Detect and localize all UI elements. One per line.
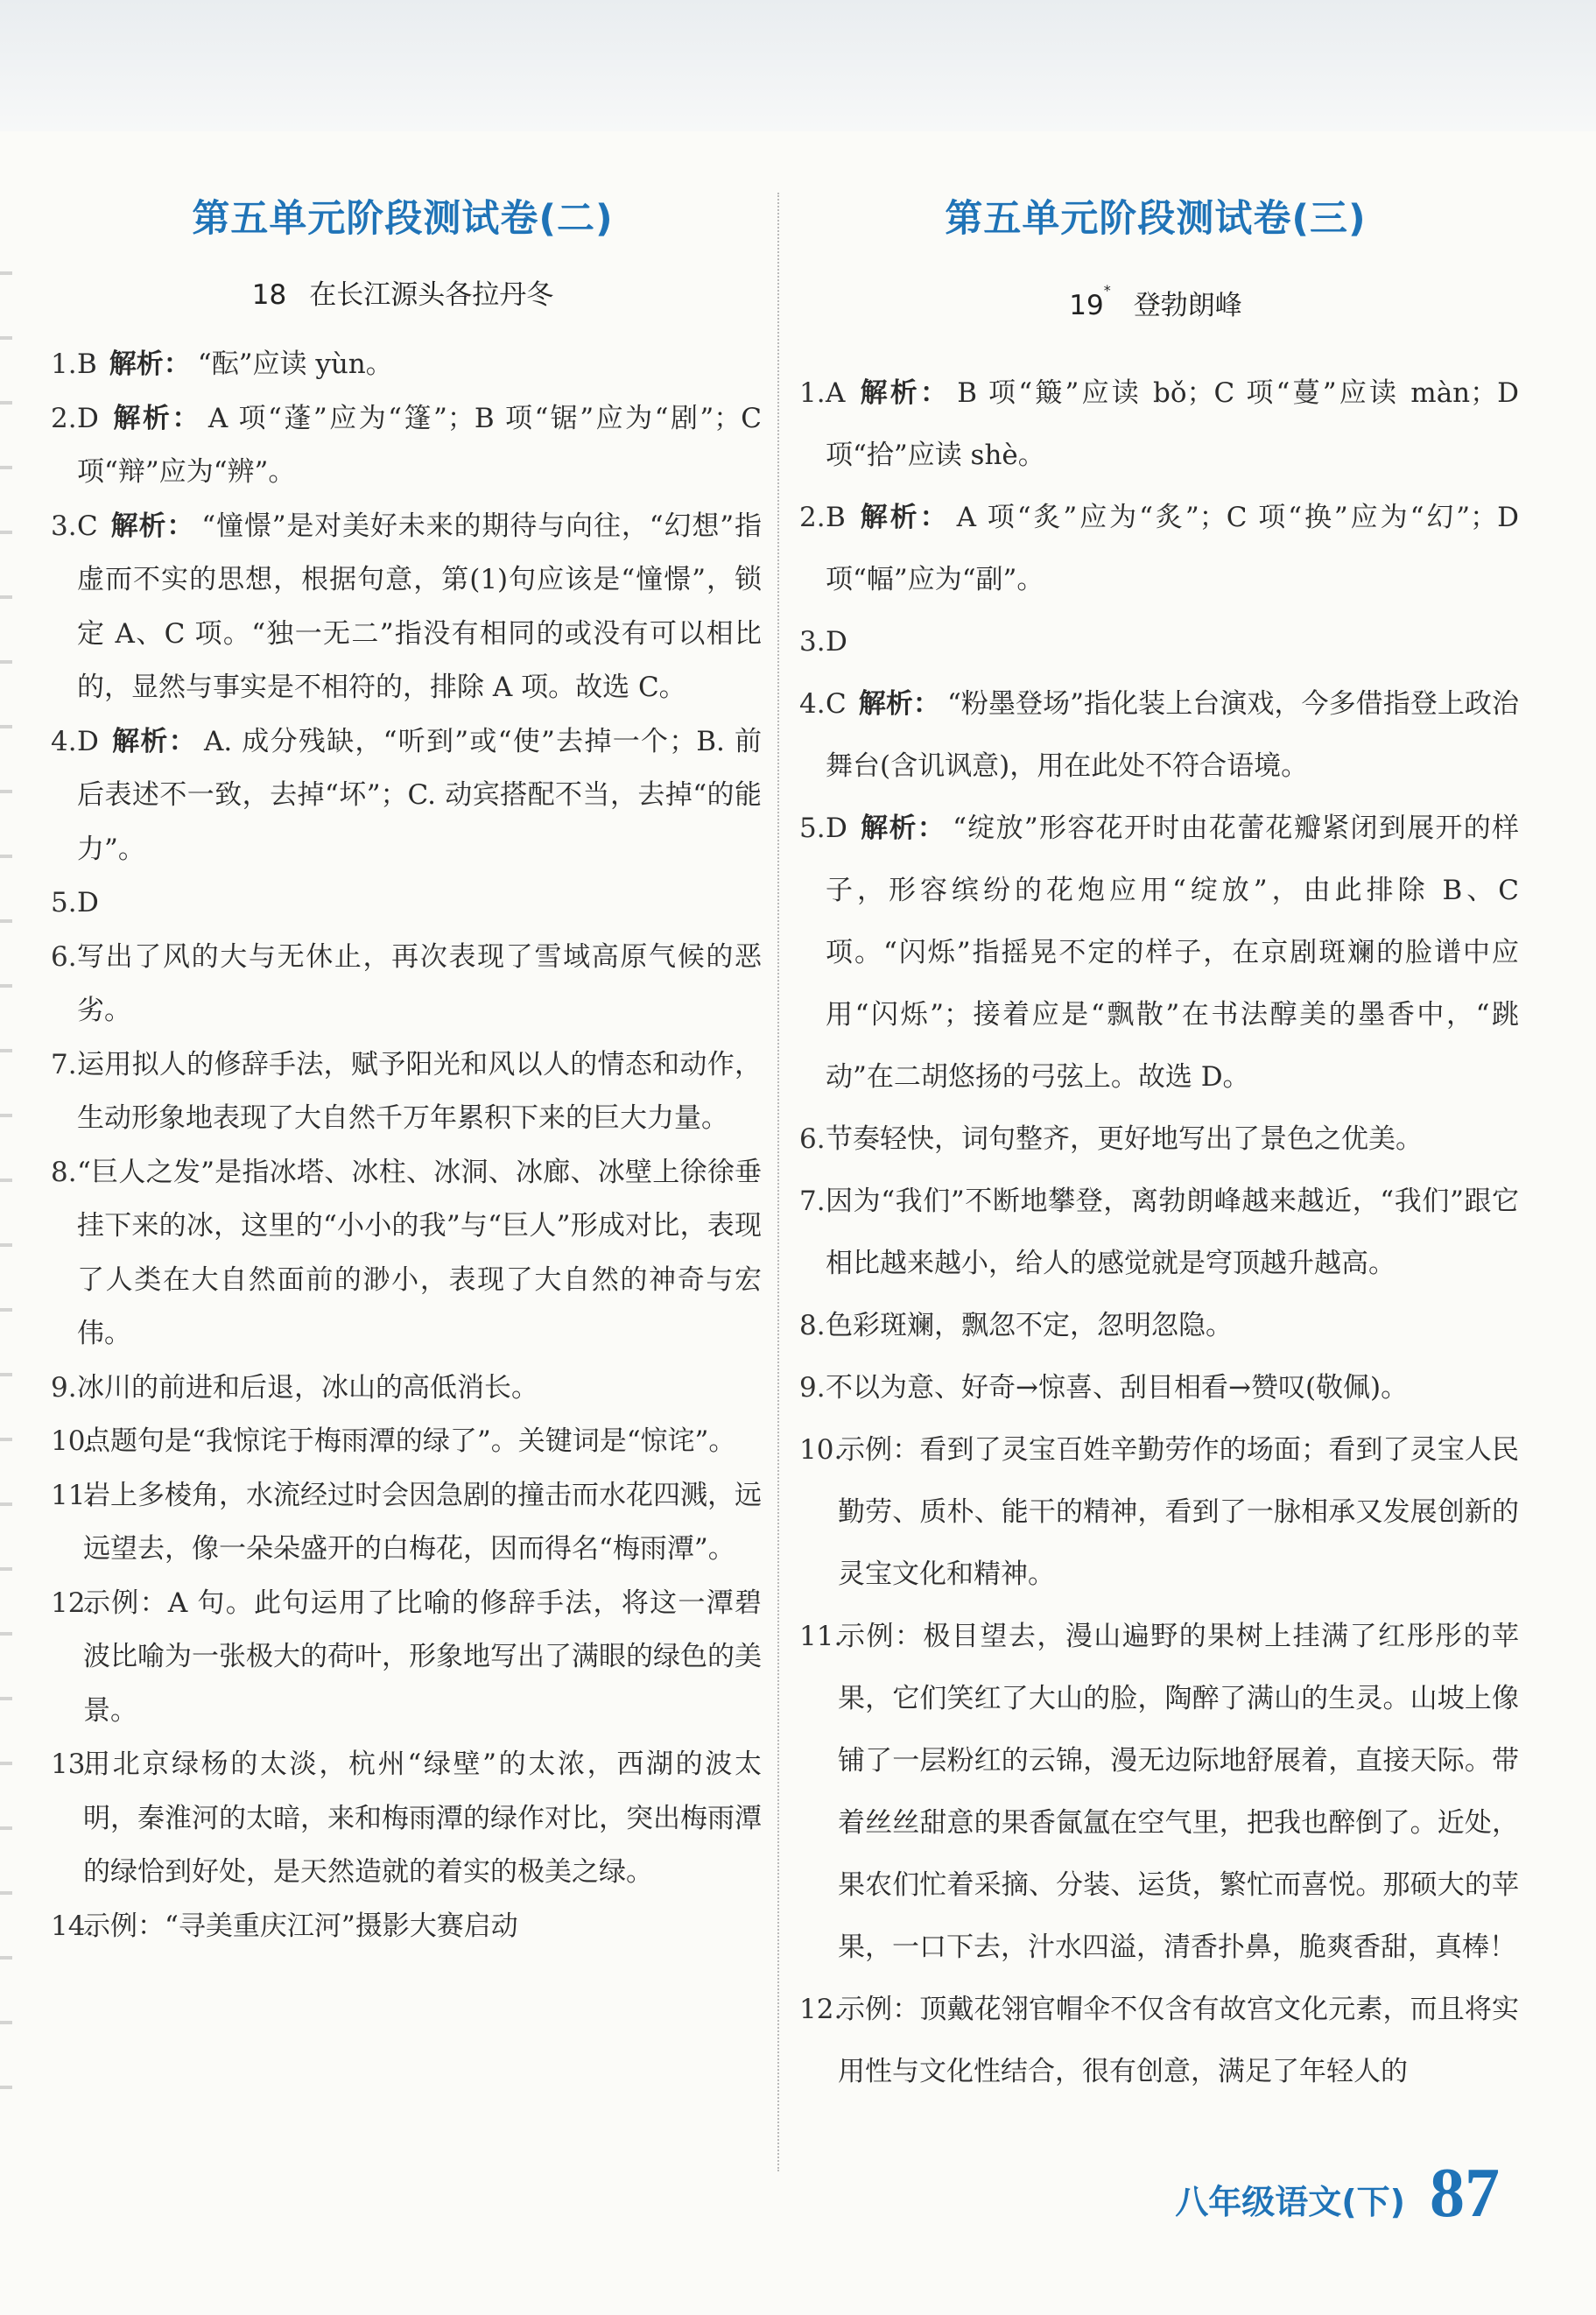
answer-number: 6. bbox=[51, 940, 77, 973]
answer-number: 8. bbox=[799, 1310, 826, 1341]
answer-item bbox=[792, 1108, 1519, 1171]
answer-text: 节奏轻快，词句整齐，更好地写出了景色之优美。 bbox=[826, 1123, 1423, 1155]
answer-item bbox=[44, 1738, 762, 1900]
answer-text: 示例：A 句。此句运用了比喻的修辞手法，将这一潭碧波比喻为一张极大的荷叶，形象地写出了满眼的绿色的美景。 bbox=[83, 1587, 762, 1727]
answer-text: 用北京绿杨的太淡，杭州“绿壁”的太浓，西湖的波太明，秦淮河的太暗，来和梅雨潭的绿作对比，突出梅雨潭的绿恰到好处，是天然造就的着实的极美之绿。 bbox=[83, 1749, 762, 1888]
answer-text: 点题句是“我惊诧于梅雨潭的绿了”。关键词是“惊诧”。 bbox=[83, 1425, 736, 1457]
analysis-label: 解析： bbox=[857, 502, 950, 533]
answer-list-right bbox=[792, 362, 1519, 2103]
answer-number: 4. bbox=[799, 688, 826, 720]
lesson-number bbox=[1069, 282, 1111, 321]
answer-text: B 项“簸”应读 bǒ；C 项“蔓”应读 màn；D 项“拾”应读 shè。 bbox=[826, 377, 1520, 471]
answer-item bbox=[44, 1577, 762, 1739]
page-number: 87 bbox=[1430, 2155, 1500, 2232]
column-divider bbox=[777, 193, 779, 2171]
section-title-right: 第五单元阶段测试卷(三) bbox=[945, 197, 1367, 241]
answer-number: 10. bbox=[799, 1434, 843, 1466]
answer-text: 岩上多棱角，水流经过时会因急剧的撞击而水花四溅，远远望去，像一朵朵盛开的白梅花，因而得名“梅雨潭”。 bbox=[83, 1479, 762, 1565]
answer-item bbox=[44, 876, 762, 931]
analysis-label: 解析： bbox=[110, 402, 201, 434]
answer-item bbox=[44, 1362, 762, 1416]
answer-choice: B bbox=[826, 502, 846, 533]
answer-number: 1. bbox=[799, 377, 826, 409]
answer-item bbox=[792, 1295, 1519, 1357]
answer-list-left bbox=[44, 338, 762, 1953]
page-top-band bbox=[0, 0, 1596, 131]
answer-choice: D bbox=[826, 626, 847, 658]
answer-item bbox=[792, 487, 1519, 611]
answer-number: 8. bbox=[51, 1156, 77, 1188]
answer-choice: D bbox=[77, 402, 99, 434]
answer-text: 示例：极目望去，漫山遍野的果树上挂满了红彤彤的苹果，它们笑红了大山的脸，陶醉了满山的生灵。山坡上像铺了一层粉红的云锦，漫无边际地舒展着，直接天际。带着丝丝甜意的果香氤氲在空气里，把我也醉倒了。近处，果农们忙着采摘、分装、运货，繁忙而喜悦。那硕大的苹果，一口下去，汁水四溢，清香扑鼻，脆爽香甜，真棒！ bbox=[838, 1621, 1519, 1963]
answer-item bbox=[44, 931, 762, 1038]
answer-text: 示例：“寻美重庆江河”摄影大赛启动 bbox=[83, 1910, 518, 1942]
left-column bbox=[44, 175, 762, 1953]
answer-item bbox=[792, 1979, 1519, 2103]
answer-item bbox=[44, 1038, 762, 1146]
answer-number: 7. bbox=[799, 1186, 826, 1217]
lesson-star: * bbox=[1103, 282, 1111, 299]
answer-text: “巨人之发”是指冰塔、冰柱、冰洞、冰廊、冰壁上徐徐垂挂下来的冰，这里的“小小的我”与“巨人”形成对比，表现了人类在大自然面前的渺小，表现了大自然的神奇与宏伟。 bbox=[77, 1156, 762, 1349]
answer-item bbox=[44, 500, 762, 715]
answer-item bbox=[44, 1900, 762, 1954]
answer-text: 不以为意、好奇→惊喜、刮目相看→赞叹(敬佩)。 bbox=[826, 1372, 1409, 1404]
answer-number: 13. bbox=[51, 1749, 95, 1780]
answer-text: 因为“我们”不断地攀登，离勃朗峰越来越近，“我们”跟它相比越来越小，给人的感觉就是穹顶越升越高。 bbox=[826, 1186, 1519, 1279]
answer-number: 6. bbox=[799, 1123, 826, 1155]
answer-item bbox=[792, 611, 1519, 673]
answer-item bbox=[44, 338, 762, 392]
analysis-label: 解析： bbox=[857, 377, 951, 409]
analysis-label: 解析： bbox=[859, 813, 946, 844]
answer-text: “憧憬”是对美好未来的期待与向往，“幻想”指虚而不实的思想，根据句意，第(1)句应该是“憧憬”，锁定 A、C 项。“独一无二”指没有相同的或没有可以相比的，显然与事实是不相符的，排除 A 项。故选 C。 bbox=[77, 510, 762, 703]
answer-item bbox=[44, 1469, 762, 1577]
answer-text: 色彩斑斓，飘忽不定，忽明忽隐。 bbox=[826, 1310, 1233, 1341]
answer-number: 10. bbox=[51, 1425, 95, 1457]
answer-text: 示例：看到了灵宝百姓辛勤劳作的场面；看到了灵宝人民勤劳、质朴、能干的精神，看到了一脉相承又发展创新的灵宝文化和精神。 bbox=[838, 1434, 1519, 1590]
answer-item bbox=[44, 1415, 762, 1469]
page-footer bbox=[1175, 2155, 1500, 2232]
answer-number: 11. bbox=[799, 1621, 843, 1652]
answer-text: “粉墨登场”指化装上台演戏，今多借指登上政治舞台(含讥讽意)，用在此处不符合语境。 bbox=[826, 688, 1519, 782]
answer-text: A 项“蓬”应为“篷”；B 项“锯”应为“剧”；C 项“辩”应为“辨”。 bbox=[77, 402, 763, 488]
answer-text: 冰川的前进和后退，冰山的高低消长。 bbox=[77, 1371, 538, 1404]
lesson-heading-right bbox=[792, 273, 1519, 338]
answer-item bbox=[792, 362, 1519, 487]
answer-item bbox=[44, 715, 762, 877]
answer-item bbox=[792, 1357, 1519, 1419]
answer-number: 9. bbox=[51, 1371, 77, 1404]
answer-number: 3. bbox=[51, 510, 77, 542]
answer-choice: D bbox=[826, 813, 847, 844]
section-title-left: 第五单元阶段测试卷(二) bbox=[192, 197, 614, 241]
lesson-number-value: 19 bbox=[1069, 290, 1104, 321]
answer-choice: D bbox=[77, 725, 99, 757]
analysis-label: 解析： bbox=[109, 348, 191, 380]
answer-number: 12. bbox=[51, 1587, 95, 1619]
answer-number: 4. bbox=[51, 725, 77, 757]
answer-number: 14. bbox=[51, 1910, 95, 1942]
answer-number: 5. bbox=[51, 887, 77, 918]
answer-text: 运用拟人的修辞手法，赋予阳光和风以人的情态和动作，生动形象地表现了大自然千万年累积下来的巨大力量。 bbox=[77, 1048, 762, 1134]
answer-choice: B bbox=[77, 348, 97, 380]
answer-item bbox=[44, 1146, 762, 1362]
answer-choice: D bbox=[77, 887, 99, 918]
answer-text: 示例：顶戴花翎官帽伞不仅含有故宫文化元素，而且将实用性与文化性结合，很有创意，满足了年轻人的 bbox=[838, 1994, 1519, 2087]
answer-item bbox=[792, 798, 1519, 1108]
answer-number: 2. bbox=[799, 502, 826, 533]
lesson-title: 登勃朗峰 bbox=[1133, 290, 1242, 321]
analysis-label: 解析： bbox=[110, 725, 197, 757]
right-column bbox=[792, 175, 1519, 2103]
answer-item bbox=[792, 1419, 1519, 1606]
answer-number: 2. bbox=[51, 402, 77, 434]
answer-item bbox=[792, 673, 1519, 798]
answer-number: 12. bbox=[799, 1994, 843, 2025]
answer-number: 3. bbox=[799, 626, 826, 658]
analysis-label: 解析： bbox=[109, 510, 195, 542]
answer-text: “绽放”形容花开时由花蕾花瓣紧闭到展开的样子，形容缤纷的花炮应用“绽放”，由此排除 B、C 项。“闪烁”指摇晃不定的样子，在京剧斑斓的脸谱中应用“闪烁”；接着应是“飘散”在书法醇美的墨香中，“跳动”在二胡悠扬的弓弦上。故选 D。 bbox=[826, 813, 1520, 1093]
book-title: 八年级语文(下) bbox=[1175, 2183, 1405, 2221]
answer-text: “酝”应读 yùn。 bbox=[197, 348, 393, 380]
answer-item bbox=[792, 1171, 1519, 1295]
answer-choice: C bbox=[826, 688, 847, 720]
answer-item bbox=[44, 392, 762, 500]
answer-number: 5. bbox=[799, 813, 826, 844]
answer-number: 11. bbox=[51, 1479, 95, 1511]
answer-number: 7. bbox=[51, 1048, 77, 1080]
answer-text: A. 成分残缺，“听到”或“使”去掉一个；B. 前后表述不一致，去掉“坏”；C. 动宾搭配不当，去掉“的能力”。 bbox=[77, 725, 762, 865]
answer-item bbox=[792, 1606, 1519, 1979]
lesson-heading-left bbox=[44, 263, 762, 327]
lesson-title: 在长江源头各拉丹冬 bbox=[309, 279, 554, 311]
answer-choice: C bbox=[77, 510, 98, 542]
answer-text: A 项“炙”应为“炙”；C 项“换”应为“幻”；D 项“幅”应为“副”。 bbox=[826, 502, 1520, 595]
answer-number: 1. bbox=[51, 348, 77, 380]
lesson-number: 18 bbox=[251, 279, 287, 311]
binding-edge bbox=[0, 210, 12, 2093]
answer-text: 写出了风的大与无休止，再次表现了雪域高原气候的恶劣。 bbox=[77, 940, 762, 1026]
answer-number: 9. bbox=[799, 1372, 826, 1404]
answer-choice: A bbox=[826, 377, 846, 409]
analysis-label: 解析： bbox=[858, 688, 940, 720]
